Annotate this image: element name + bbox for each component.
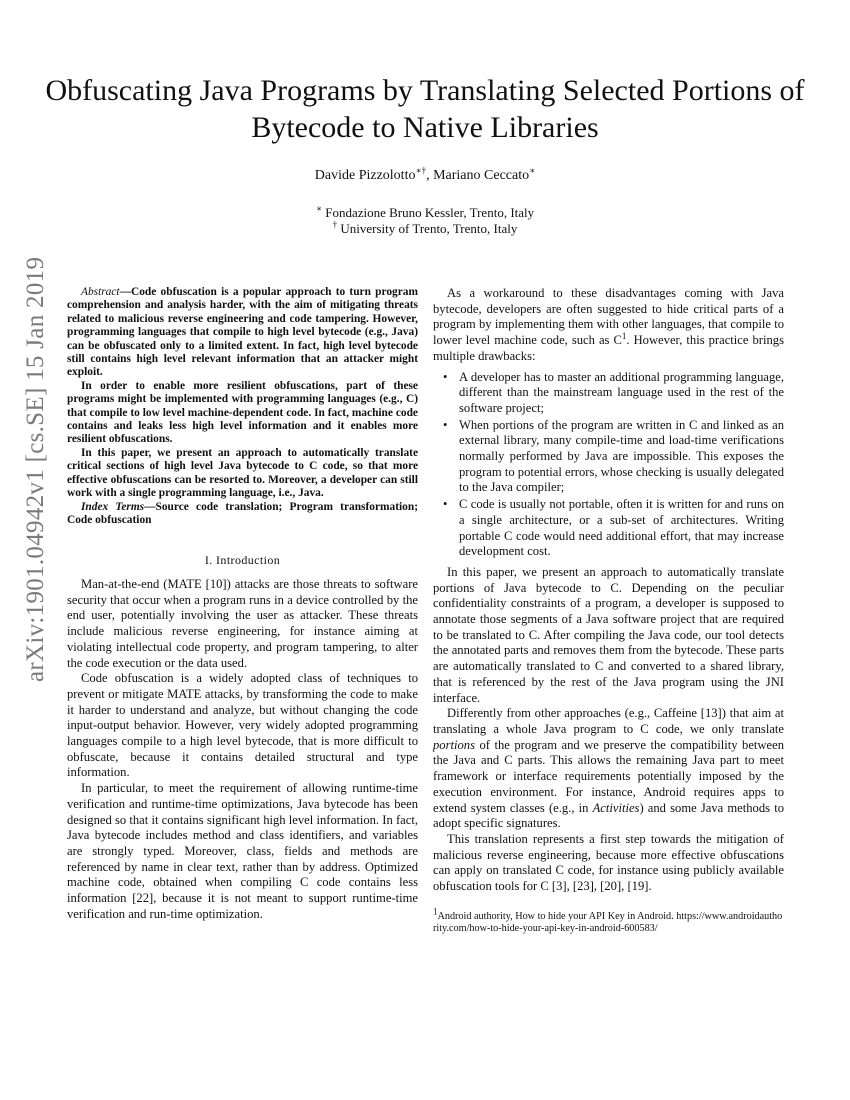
right-p3-c: ) and some Java methods to adopt specific signatures. (433, 800, 784, 831)
index-terms-label: Index Terms (81, 500, 145, 513)
arxiv-stamp: arXiv:1901.04942v1 [cs.SE] 15 Jan 2019 (22, 256, 49, 682)
footnote (433, 906, 784, 936)
right-p3-a: Differently from other approaches (e.g., Caffeine [13]) that aim at translating a whole Java program to C code, we only translate (433, 706, 784, 736)
list-item: • A developer has to master an additional programming language, different than the mainstream language used in the rest of the software project; (459, 370, 784, 417)
affiliation-mark: ∗ (315, 203, 322, 214)
affiliation-2 (0, 221, 850, 237)
affiliation-1 (0, 205, 850, 221)
abstract (67, 286, 418, 527)
author-name: Mariano Ceccato (433, 168, 530, 183)
intro-p3: In particular, to meet the requirement of allowing runtime-time verification and runtime-time optimizations, Java bytecode has been designed so that it contains significant high level information. In fact, Java bytecode includes method and class identifiers, and variables are strongly typed. Moreover, class, fields and methods are referenced by name in clear text, rather than by address. Optimized machine code, obtained when compiling C code contains less information [22], because it is not meant to support runtime-time verification and run-time optimization. (67, 781, 418, 921)
affiliation-text: University of Trento, Trento, Italy (340, 221, 518, 236)
author-mark: ∗ (529, 165, 536, 176)
index-terms: —Source code translation; Program transformation; Code obfuscation (67, 500, 418, 526)
right-p3-em: portions (433, 737, 475, 752)
affiliation-mark: † (332, 219, 338, 230)
list-item: • When portions of the program are written in C and linked as an external library, many compile-time and load-time verifications normally performed by Java are impossible. This exposes the program to potential errors, whose checking is usually delegated to the Java compiler; (459, 418, 784, 497)
right-column (433, 286, 784, 936)
page-title: Obfuscating Java Programs by Translating Selected Portions of Bytecode to Native Libraries (45, 74, 805, 144)
right-p3-em2: Activities (592, 800, 640, 815)
author-line: Davide Pizzolotto∗†, Mariano Ceccato∗ (314, 165, 536, 183)
right-p3 (433, 706, 784, 832)
left-column (67, 286, 418, 922)
section-heading: I. Introduction (204, 553, 281, 568)
abstract-p1: —Code obfuscation is a popular approach to turn program comprehension and analysis harder, with the aim of mitigating threats related to malicious reverse engineering and code tampering. However, programming languages that compile to high level bytecode (e.g., Java) can be obfuscated only to a limited extent. In fact, high level bytecode still contains high level relevant information that an attacker might exploit. (67, 286, 418, 379)
author-mark: ∗† (415, 165, 427, 176)
right-p3-b: of the program and we preserve the compatibility between the Java and C parts. This allows the remaining Java part to meet framework or interface requirements potentially imposed by the execution environment. For instance, Android requires apps to extend system classes (e.g., in (433, 737, 784, 815)
footnote-mark: 1 (433, 906, 438, 917)
right-p1-text: As a workaround to these disadvantages coming with Java bytecode, developers are often suggested to hide critical parts of a program by implementing them with other languages, that compile to lower level machine code, such as C (433, 286, 784, 348)
footnote-ref: 1 (621, 330, 627, 341)
abstract-p2: In order to enable more resilient obfuscations, part of these programs might be implemented with programming languages (e.g., C) that compile to low level machine-dependent code. In fact, machine code contains and leaks less high level information and it enables more resilient obfuscations. (67, 379, 418, 446)
intro-p2: Code obfuscation is a widely adopted class of techniques to prevent or mitigate MATE attacks, by transforming the code to make it harder to understand and analyze, but without changing the code input-output behavior. However, very widely adopted programming languages compile to a high level bytecode, that is more difficult to obfuscate, because it contains detailed structural and type information. (67, 671, 418, 780)
footnote-text: Android authority, How to hide your API Key in Android. (437, 910, 674, 922)
footnote-url[interactable]: https://www.androidauthority.com/how-to-hide-your-api-key-in-android-600583/ (433, 910, 783, 935)
list-item: • C code is usually not portable, often it is written for and runs on a single architecture, or a sub-set of architectures. Writing portable C code would need additional effort, that may increase development cost. (459, 497, 784, 560)
right-p2: In this paper, we present an approach to automatically translate portions of Java bytecode to C. Depending on the peculiar confidentiality constraints of a program, a developer is supposed to annotate those segments of a Java software project that are required to be translated to C. After compiling the Java code, our tool detects the annotated parts and removes them from the bytecode. These parts are automatically translated to C and converted to a shared library, that is referenced by the rest of the Java program using the JNI interface. (433, 564, 784, 705)
affiliation-text: Fondazione Bruno Kessler, Trento, Italy (325, 205, 535, 220)
right-p1 (433, 286, 784, 365)
author-name: Davide Pizzolotto (314, 168, 416, 183)
abstract-label: Abstract (81, 286, 120, 298)
intro-p1: Man-at-the-end (MATE [10]) attacks are those threats to software security that occur when a program runs in a device controlled by the end user, potentially involving the user as attacker. These threats include malicious reverse engineering, for instance aiming at violating intellectual code property, and program tampering, to alter the code execution or the data used. (67, 577, 418, 670)
abstract-p3: In this paper, we present an approach to automatically translate critical sections of high level Java bytecode to C code, so that more effective obfuscations can be resorted to. Moreover, a developer can still work with a single programming language, i.e., Java. (67, 446, 418, 500)
drawbacks-list (433, 370, 784, 560)
right-p1-end: . However, this practice brings multiple drawbacks: (433, 333, 784, 363)
right-p4: This translation represents a first step towards the mitigation of malicious reverse engineering, because more effective obfuscations can apply on translated C code, for instance using publicly available obfuscation tools for C [3], [23], [20], [19]. (433, 831, 784, 894)
